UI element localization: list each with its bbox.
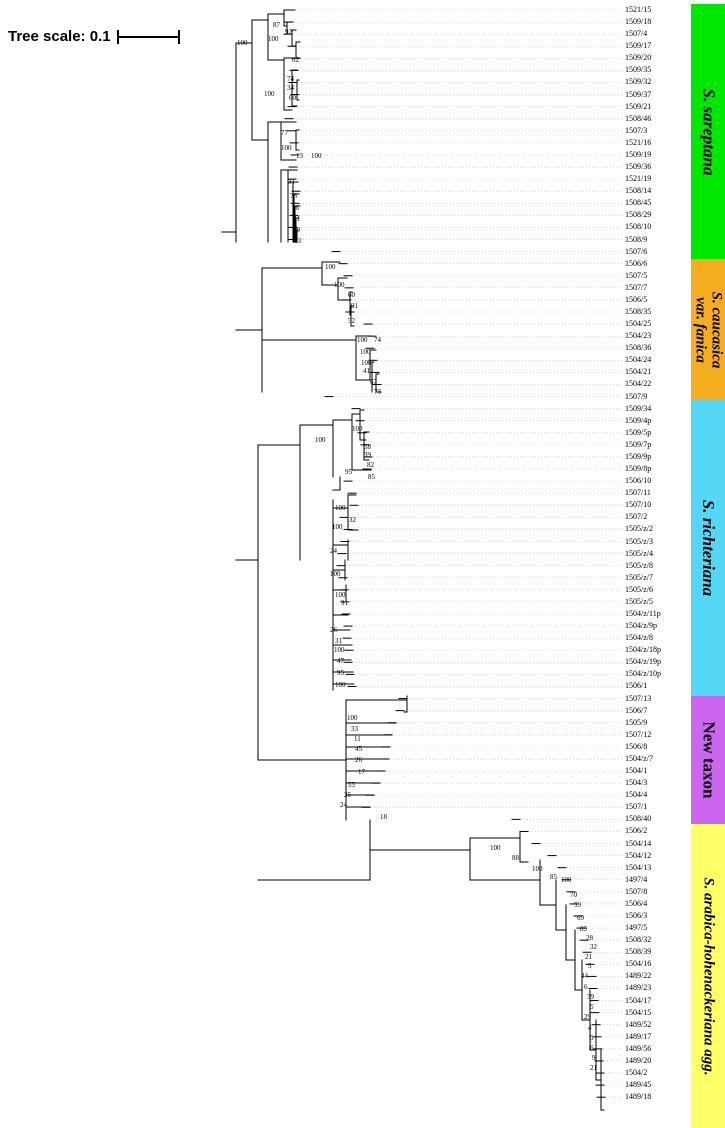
tip-label: 1504/z/11p: [625, 609, 661, 618]
support-value: 89: [580, 925, 587, 933]
support-value: 24: [340, 801, 347, 809]
support-value: 77: [281, 129, 288, 137]
support-value: 100: [264, 90, 275, 98]
support-value: 21: [590, 1064, 597, 1072]
support-value: 29: [584, 1013, 591, 1021]
support-value: 100: [334, 646, 345, 654]
tip-label: 1509/4p: [625, 415, 652, 425]
tip-label: 1507/3: [625, 125, 648, 135]
clade-label: S. sareptana: [699, 88, 719, 175]
tip-label: 1505/z/6: [625, 584, 653, 594]
tip-label: 1508/45: [625, 198, 652, 208]
support-value: 91: [351, 302, 358, 310]
support-value: 88: [512, 854, 519, 862]
support-value: 92: [285, 28, 292, 36]
tip-label: 1507/8: [625, 886, 648, 896]
tip-label: 1506/7: [625, 705, 648, 715]
tip-label: 1505/z/3: [625, 536, 653, 546]
tip-label: 1497/4: [625, 874, 648, 884]
tip-label: 1507/4: [625, 29, 648, 39]
support-value: 100: [352, 425, 363, 433]
tip-label: 1509/37: [625, 89, 652, 99]
tip-label: 1507/7: [625, 282, 648, 292]
support-value: 87: [273, 21, 280, 29]
tip-label: 1506/10: [625, 476, 652, 486]
support-value: 96: [292, 204, 299, 212]
support-value: 26: [330, 626, 337, 634]
tip-label: 1509/36: [625, 162, 652, 172]
tip-label: 1504/2: [625, 1068, 648, 1078]
tip-label: 1507/11: [625, 488, 651, 498]
support-value: 33: [351, 725, 358, 733]
support-value: 100: [532, 865, 543, 873]
support-value: 100: [357, 336, 368, 344]
tip-label: 1504/z/8: [625, 633, 653, 643]
tip-label: 1507/10: [625, 500, 652, 510]
tip-label: 1504/25: [625, 319, 652, 329]
tip-label: 1509/35: [625, 65, 652, 75]
tip-label: 1505/9: [625, 717, 648, 727]
tip-label: 1508/35: [625, 307, 652, 316]
tip-label: 1521/19: [625, 174, 652, 184]
tip-label: 1508/32: [625, 935, 652, 945]
tip-label: 1508/36: [625, 343, 652, 353]
support-value: 24: [330, 547, 337, 555]
tip-label: 1504/13: [625, 862, 652, 872]
tip-label: 1507/9: [625, 391, 648, 401]
tip-label: 1508/40: [625, 814, 652, 824]
support-value: 100: [311, 152, 322, 160]
tip-label: 1508/10: [625, 222, 652, 232]
tip-label: 1506/6: [625, 258, 648, 268]
support-value: 85: [550, 873, 557, 881]
clade-block-3: [691, 696, 725, 824]
support-value: 6: [590, 1044, 594, 1052]
support-value: 39: [364, 451, 371, 459]
tip-label: 1504/17: [625, 995, 652, 1005]
tip-label: 1504/4: [625, 790, 648, 800]
tip-label: 1509/8p: [625, 464, 652, 474]
support-value: 100: [334, 281, 345, 289]
support-value: 44: [581, 972, 588, 980]
support-value: 5: [590, 1003, 594, 1011]
tip-label: 1504/1: [625, 766, 648, 776]
support-value: 17: [358, 768, 365, 776]
support-value: 100: [347, 714, 358, 722]
tip-label: 1504/15: [625, 1007, 652, 1017]
tip-label: 1506/8: [625, 741, 648, 751]
tip-label: 1509/34: [625, 403, 652, 413]
support-value: 70: [570, 891, 577, 899]
tip-label: 1505/z/4: [625, 548, 653, 558]
tip-label: 1505/z/5: [625, 596, 653, 606]
tip-label: 1508/39: [625, 947, 652, 957]
tip-label: 1506/2: [625, 826, 648, 836]
tip-label: 1505/z/2: [625, 524, 653, 534]
support-value: 5: [590, 1034, 594, 1042]
support-value: 9: [592, 1054, 596, 1062]
tip-label: 1489/18: [625, 1092, 652, 1102]
support-value: 18: [380, 813, 387, 821]
support-value: 39: [587, 993, 594, 1001]
support-value: 25: [344, 791, 351, 799]
tip-label: 1489/22: [625, 971, 652, 981]
support-value: 100: [268, 35, 279, 43]
tip-label: 1489/17: [625, 1031, 652, 1041]
support-value: 59: [574, 901, 581, 909]
support-value: 45: [355, 745, 362, 753]
support-value: 82: [367, 461, 374, 469]
support-value: 67: [370, 378, 377, 386]
tip-label: 1521/15: [625, 5, 652, 14]
support-value: 31: [335, 637, 342, 645]
clade-block-0: [691, 4, 725, 259]
support-value: 21: [585, 953, 592, 961]
support-value: 41: [363, 367, 370, 375]
support-value: 60: [348, 291, 355, 299]
clade-label: S. richteriana: [699, 499, 719, 597]
clade-label: New taxon: [699, 721, 718, 799]
support-value: 100: [335, 591, 346, 599]
tip-label: 1507/6: [625, 246, 648, 256]
clade-label: S. caucasica var. fanica: [692, 291, 725, 368]
tip-label: 1505/z/8: [625, 560, 653, 570]
tip-label: 1509/21: [625, 101, 652, 111]
tip-label: 1506/4: [625, 898, 648, 908]
clade-block-2: [691, 400, 725, 696]
tip-label: 1507/2: [625, 512, 648, 522]
tip-label: 1508/14: [625, 186, 652, 196]
support-value: 95: [337, 669, 344, 677]
tip-label: 1509/9p: [625, 451, 652, 461]
tip-label: 1508/9: [625, 234, 648, 244]
tip-label: 1504/21: [625, 367, 652, 377]
tree-scale-label: Tree scale: 0.1: [8, 28, 111, 45]
tip-label: 1509/18: [625, 17, 652, 27]
tip-label: 1506/5: [625, 294, 648, 304]
support-value: 100: [561, 876, 572, 884]
tip-label: 1489/52: [625, 1019, 652, 1029]
tip-label: 1489/20: [625, 1055, 652, 1065]
support-value: 31: [288, 178, 295, 186]
clade-block-4: [691, 824, 725, 1128]
support-value: 39: [293, 226, 300, 234]
tip-label: 1509/5p: [625, 427, 652, 437]
support-value: 28: [586, 934, 593, 942]
support-value: 69: [577, 914, 584, 922]
support-value: 62: [292, 56, 299, 64]
clade-label: S. arabica-hohenackeriana agg.: [700, 876, 717, 1076]
support-value: 95: [345, 468, 352, 476]
tip-label: 1489/45: [625, 1080, 652, 1090]
tip-label: 1504/24: [625, 355, 652, 365]
tip-label: 1508/29: [625, 210, 652, 220]
support-value: 100: [335, 681, 346, 689]
tip-label: 1504/3: [625, 778, 648, 788]
tip-label: 1507/5: [625, 270, 648, 280]
support-value: 100: [330, 570, 341, 578]
tip-label: 1504/22: [625, 379, 652, 389]
support-value: 100: [360, 348, 371, 356]
support-value: 4: [588, 1024, 592, 1032]
support-value: 100: [237, 39, 248, 47]
tip-label: 1507/1: [625, 802, 648, 812]
support-value: 74: [287, 75, 294, 83]
tip-label: 1506/1: [625, 681, 648, 691]
support-value: 5: [588, 962, 592, 970]
support-value: 73: [374, 388, 381, 396]
support-value: 32: [349, 516, 356, 524]
tip-label: 1504/16: [625, 959, 652, 969]
tip-label: 1509/32: [625, 77, 652, 87]
support-value: 100: [281, 144, 292, 152]
tip-label: 1504/23: [625, 331, 652, 341]
support-value: 13: [296, 152, 303, 160]
tip-label: 1505/z/7: [625, 572, 653, 582]
support-value: 91: [341, 599, 348, 607]
tip-label: 1509/17: [625, 41, 652, 51]
support-value: 58: [364, 443, 371, 451]
support-value: 100: [325, 263, 336, 271]
support-value: 11: [354, 735, 361, 743]
support-value: 74: [374, 336, 381, 344]
tip-label: 1509/7p: [625, 439, 652, 449]
support-value: 32: [590, 943, 597, 951]
tip-label: 1504/z/18p: [625, 645, 661, 655]
support-value: 34: [287, 84, 294, 92]
tip-label: 1489/23: [625, 983, 652, 993]
tip-label: 1506/3: [625, 911, 648, 920]
tip-label: 1507/12: [625, 729, 652, 739]
support-value: 100: [361, 359, 372, 367]
support-value: 26: [355, 756, 362, 764]
tip-label: 1521/16: [625, 137, 652, 147]
tip-label: 1504/z/10p: [625, 669, 661, 679]
support-value: 100: [315, 436, 326, 444]
tip-label: 1497/5: [625, 923, 648, 933]
support-value: 55: [348, 781, 355, 789]
tip-label: 1509/19: [625, 149, 652, 159]
tip-label: 1504/z/7: [625, 753, 653, 763]
tip-label: 1509/20: [625, 53, 652, 63]
tip-label: 1504/z/9p: [625, 621, 657, 631]
tip-label: 1504/z/19p: [625, 657, 661, 667]
support-value: 78: [290, 192, 297, 200]
tip-label: 1489/56: [625, 1043, 652, 1053]
support-value: 100: [332, 523, 343, 531]
support-value: 47: [337, 657, 344, 665]
support-value: 100: [490, 844, 501, 852]
clade-block-1: [691, 259, 725, 400]
support-value: 100: [335, 504, 346, 512]
support-value: 81: [293, 215, 300, 223]
support-value: 52: [348, 317, 355, 325]
support-value: 83: [294, 237, 301, 245]
support-value: 85: [368, 473, 375, 481]
support-value: 6: [584, 983, 588, 991]
support-value: 60: [289, 94, 296, 102]
tip-label: 1504/12: [625, 850, 652, 860]
tip-label: 1508/46: [625, 113, 652, 123]
tip-label: 1507/13: [625, 693, 652, 703]
tip-label: 1504/14: [625, 838, 652, 848]
